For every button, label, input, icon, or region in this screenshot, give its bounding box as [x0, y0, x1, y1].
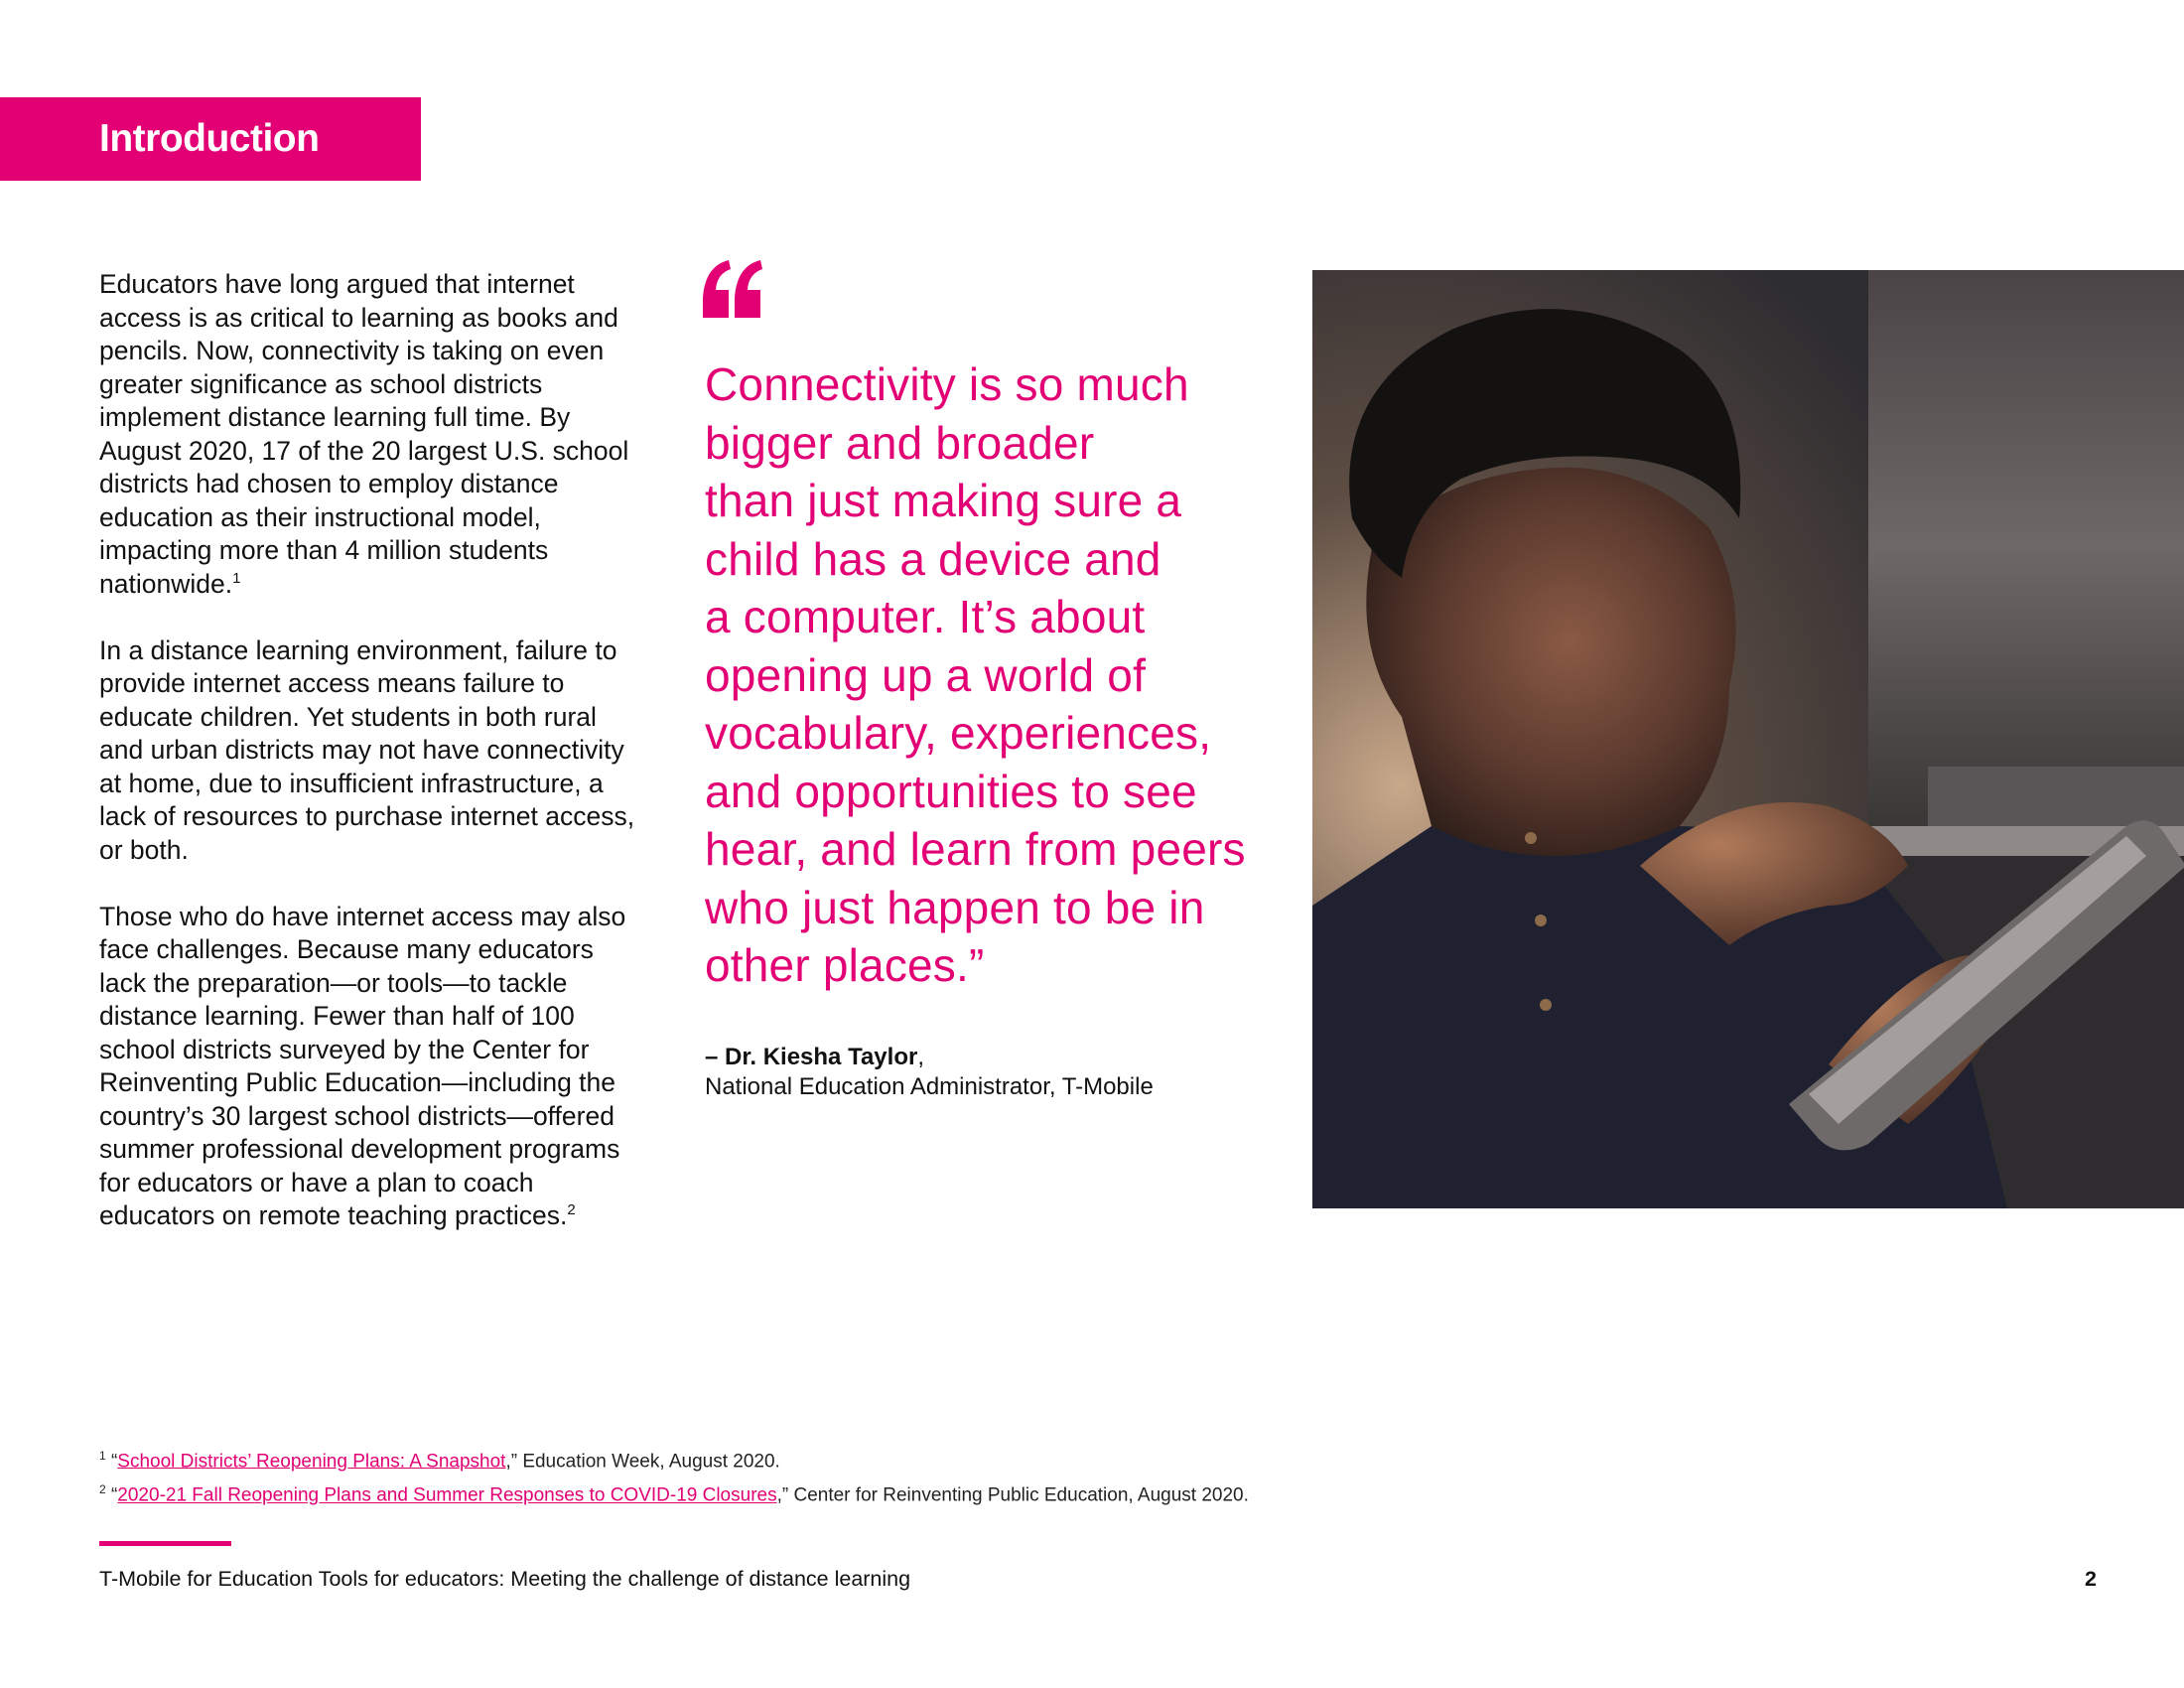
footnotes — [99, 1442, 1249, 1510]
quote-line: and opportunities to see — [705, 765, 1197, 817]
quote-line: bigger and broader — [705, 416, 1095, 469]
quote-attribution — [705, 1043, 1154, 1102]
body-paragraph-3-text: Those who do have internet access may also face challenges. Because many educators lack the preparation—or tools—to tackle distance learning. Fewer than half of 100 school districts surveyed by the Center for Reinventing Public Education—including the country’s 30 largest school districts—offered summer professional development programs for educators or have a plan to coach educators on remote teaching practices. — [99, 901, 626, 1230]
section-title: Introduction — [99, 117, 320, 160]
footnote-ref-2[interactable]: 2 — [567, 1201, 576, 1219]
quote-line: vocabulary, experiences, — [705, 707, 1212, 759]
page-number: 2 — [2085, 1567, 2097, 1591]
footnote-open-quote: “ — [110, 1484, 118, 1506]
footnote-source: ,” Education Week, August 2020. — [505, 1451, 780, 1473]
footer-document-title: T-Mobile for Education Tools for educators: Meeting the challenge of distance learning — [99, 1567, 911, 1591]
quote-author-suffix: , — [917, 1044, 924, 1070]
footer-divider — [99, 1541, 231, 1546]
quote-line: who just happen to be in — [705, 881, 1205, 933]
quote-line: child has a device and — [705, 532, 1161, 585]
quote-line: a computer. It’s about — [705, 591, 1146, 642]
footnote-number: 1 — [99, 1449, 106, 1463]
quote-author-line — [705, 1043, 1154, 1072]
photo-illustration — [1312, 270, 2184, 1208]
student-tablet-photo — [1312, 270, 2184, 1208]
quote-line: opening up a world of — [705, 648, 1147, 701]
body-paragraph-1 — [99, 268, 640, 601]
body-paragraph-2: In a distance learning environment, failure to provide internet access means failure to educate children. Yet students in both rural and urban districts may not have connectivity at home, due to insufficient infrastructure, a lack of resources to purchase internet access, or both. — [99, 634, 635, 865]
footnote-number: 2 — [99, 1482, 106, 1497]
quote-mark-icon — [703, 260, 762, 336]
quote-author-title: National Education Administrator, T-Mobile — [705, 1073, 1154, 1100]
footnote-2 — [99, 1476, 1249, 1509]
quote-line: Connectivity is so much — [705, 358, 1189, 410]
body-paragraph-3 — [99, 901, 640, 1233]
quote-author: – Dr. Kiesha Taylor — [705, 1044, 918, 1070]
pull-quote — [705, 355, 1261, 995]
footnote-open-quote: “ — [110, 1451, 118, 1473]
body-text-column — [99, 268, 640, 1266]
footnote-link[interactable]: School Districts’ Reopening Plans: A Snapshot — [117, 1451, 506, 1473]
quote-line: than just making sure a — [705, 475, 1182, 526]
footnote-ref-1[interactable]: 1 — [232, 569, 241, 587]
body-paragraph-1-text: Educators have long argued that internet access is as critical to learning as books and pencils. Now, connectivity is taking on even greater significance as school districts implement distance learning full time. By August 2020, 17 of the 20 largest U.S. school districts had chosen to employ distance education as their instructional model, impacting more than 4 million students nationwide. — [99, 269, 629, 599]
footnote-source: ,” Center for Reinventing Public Education, August 2020. — [776, 1484, 1249, 1506]
footnote-link[interactable]: 2020-21 Fall Reopening Plans and Summer Responses to COVID-19 Closures — [117, 1484, 777, 1506]
footnote-1 — [99, 1442, 1249, 1476]
quote-line: other places.” — [705, 939, 985, 991]
quote-line: hear, and learn from peers — [705, 823, 1246, 875]
section-header-tab — [0, 97, 421, 181]
